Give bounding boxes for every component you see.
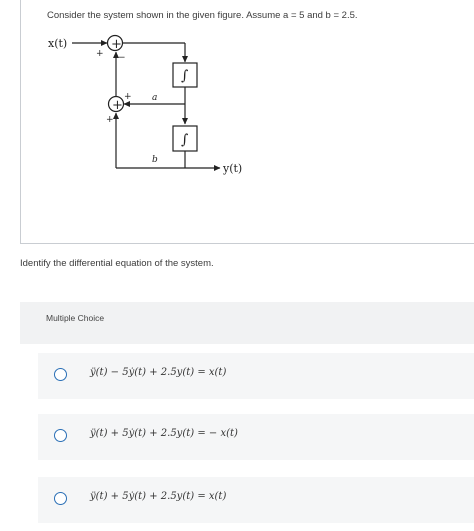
choice-equation: ÿ(t) + 5ẏ(t) + 2.5y(t) = − x(t) bbox=[90, 428, 238, 439]
multiple-choice-header bbox=[20, 302, 474, 344]
block-diagram bbox=[0, 0, 474, 244]
output-label: y(t) bbox=[223, 162, 243, 175]
question-prompt: Consider the system shown in the given figure. Assume a = 5 and b = 2.5. bbox=[47, 10, 358, 21]
sum-symbol-middle: + bbox=[112, 98, 123, 113]
input-label: x(t) bbox=[48, 37, 68, 50]
sign-top-bottom: − bbox=[118, 53, 126, 63]
choice-option-3[interactable] bbox=[38, 477, 474, 523]
radio-button-icon[interactable] bbox=[54, 429, 67, 442]
multiple-choice-label: Multiple Choice bbox=[46, 313, 105, 323]
choice-equation: ÿ(t) − 5ẏ(t) + 2.5y(t) = x(t) bbox=[90, 367, 227, 378]
sum-symbol-top: + bbox=[111, 37, 122, 52]
choice-option-2[interactable] bbox=[38, 414, 474, 460]
integrator-symbol-1: ∫ bbox=[181, 68, 189, 84]
question-instruction: Identify the differential equation of the system. bbox=[20, 258, 214, 269]
sign-mid-right: + bbox=[124, 92, 132, 102]
sign-top-left: + bbox=[96, 49, 104, 59]
radio-button-icon[interactable] bbox=[54, 368, 67, 381]
gain-a-label: a bbox=[152, 93, 158, 103]
choice-option-1[interactable] bbox=[38, 353, 474, 399]
integrator-symbol-2: ∫ bbox=[181, 132, 189, 148]
gain-b-label: b bbox=[152, 155, 158, 165]
choice-equation: ÿ(t) + 5ẏ(t) + 2.5y(t) = x(t) bbox=[90, 491, 227, 502]
radio-button-icon[interactable] bbox=[54, 492, 67, 505]
sign-mid-bottom: + bbox=[106, 115, 114, 125]
